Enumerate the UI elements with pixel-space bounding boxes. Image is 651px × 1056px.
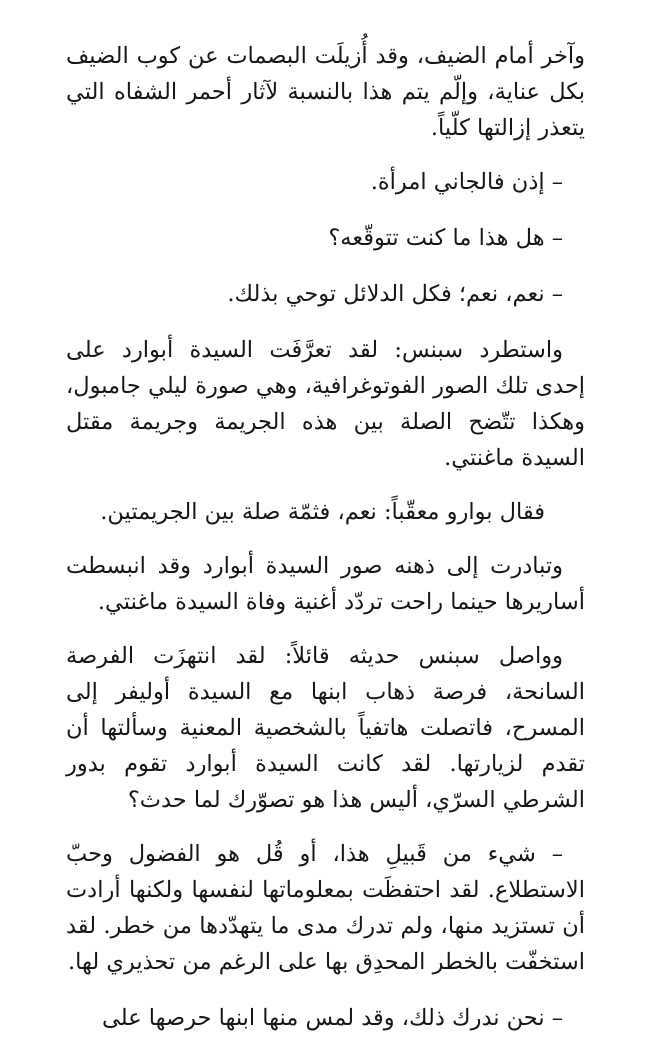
dialogue-line: – نعم، نعم؛ فكل الدلائل توحي بذلك. — [227, 281, 563, 307]
dialogue-line: – هل هذا ما كنت تتوقّعه؟ — [328, 225, 563, 251]
paragraph: واستطرد سبنس: لقد تعرَّفَت السيدة أبوارد على إحدى تلك الصور الفوتوغرافية، وهي صورة ليلي جامبول، وهكذا تتّضح الصلة بين هذه الجريمة وجريمة مقتل السيدة ماغنتي. — [66, 337, 585, 471]
paragraph-continuation: وآخر أمام الضيف، وقد أُزيلَت البصمات عن كوب الضيف بكل عناية، وإلّم يتم هذا بالنسبة لآثار أحمر الشفاه التي يتعذر إزالتها كلّياً. — [66, 43, 585, 141]
dialogue-line: – إذن فالجاني امرأة. — [370, 169, 563, 195]
paragraph: وواصل سبنس حديثه قائلاً: لقد انتهزَت الفرصة السانحة، فرصة ذهاب ابنها مع السيدة أوليفر إلى المسرح، فاتصلت هاتفياً بالشخصية المعنية وسألتها أن تقدم لزيارتها. لقد كانت السيدة أبوارد تقوم بدور الشرطي السرّي، أليس هذا هو تصوّرك لما حدث؟ — [66, 643, 585, 813]
dialogue-line-partial: – نحن ندرك ذلك، وقد لمس منها ابنها حرصها على — [102, 1005, 563, 1031]
book-page — [66, 38, 585, 1056]
dialogue-paragraph: – شيء من قَبيلِ هذا، أو قُل هو الفضول وحبّ الاستطلاع. لقد احتفظَت بمعلوماتها لنفسها ولكنها أرادت أن تستزيد منها، ولم تدرك مدى ما يتهدّدها من خطر. لقد استخفّت بالخطر المحدِق بها على الرغم من تحذيري لها. — [66, 841, 585, 975]
paragraph: وتبادرت إلى ذهنه صور السيدة أبوارد وقد انبسطت أساريرها حينما راحت تردّد أغنية وفاة السيدة ماغنتي. — [66, 553, 585, 615]
paragraph: فقال بوارو معقّباً: نعم، فثمّة صلة بين الجريمتين. — [100, 499, 545, 525]
